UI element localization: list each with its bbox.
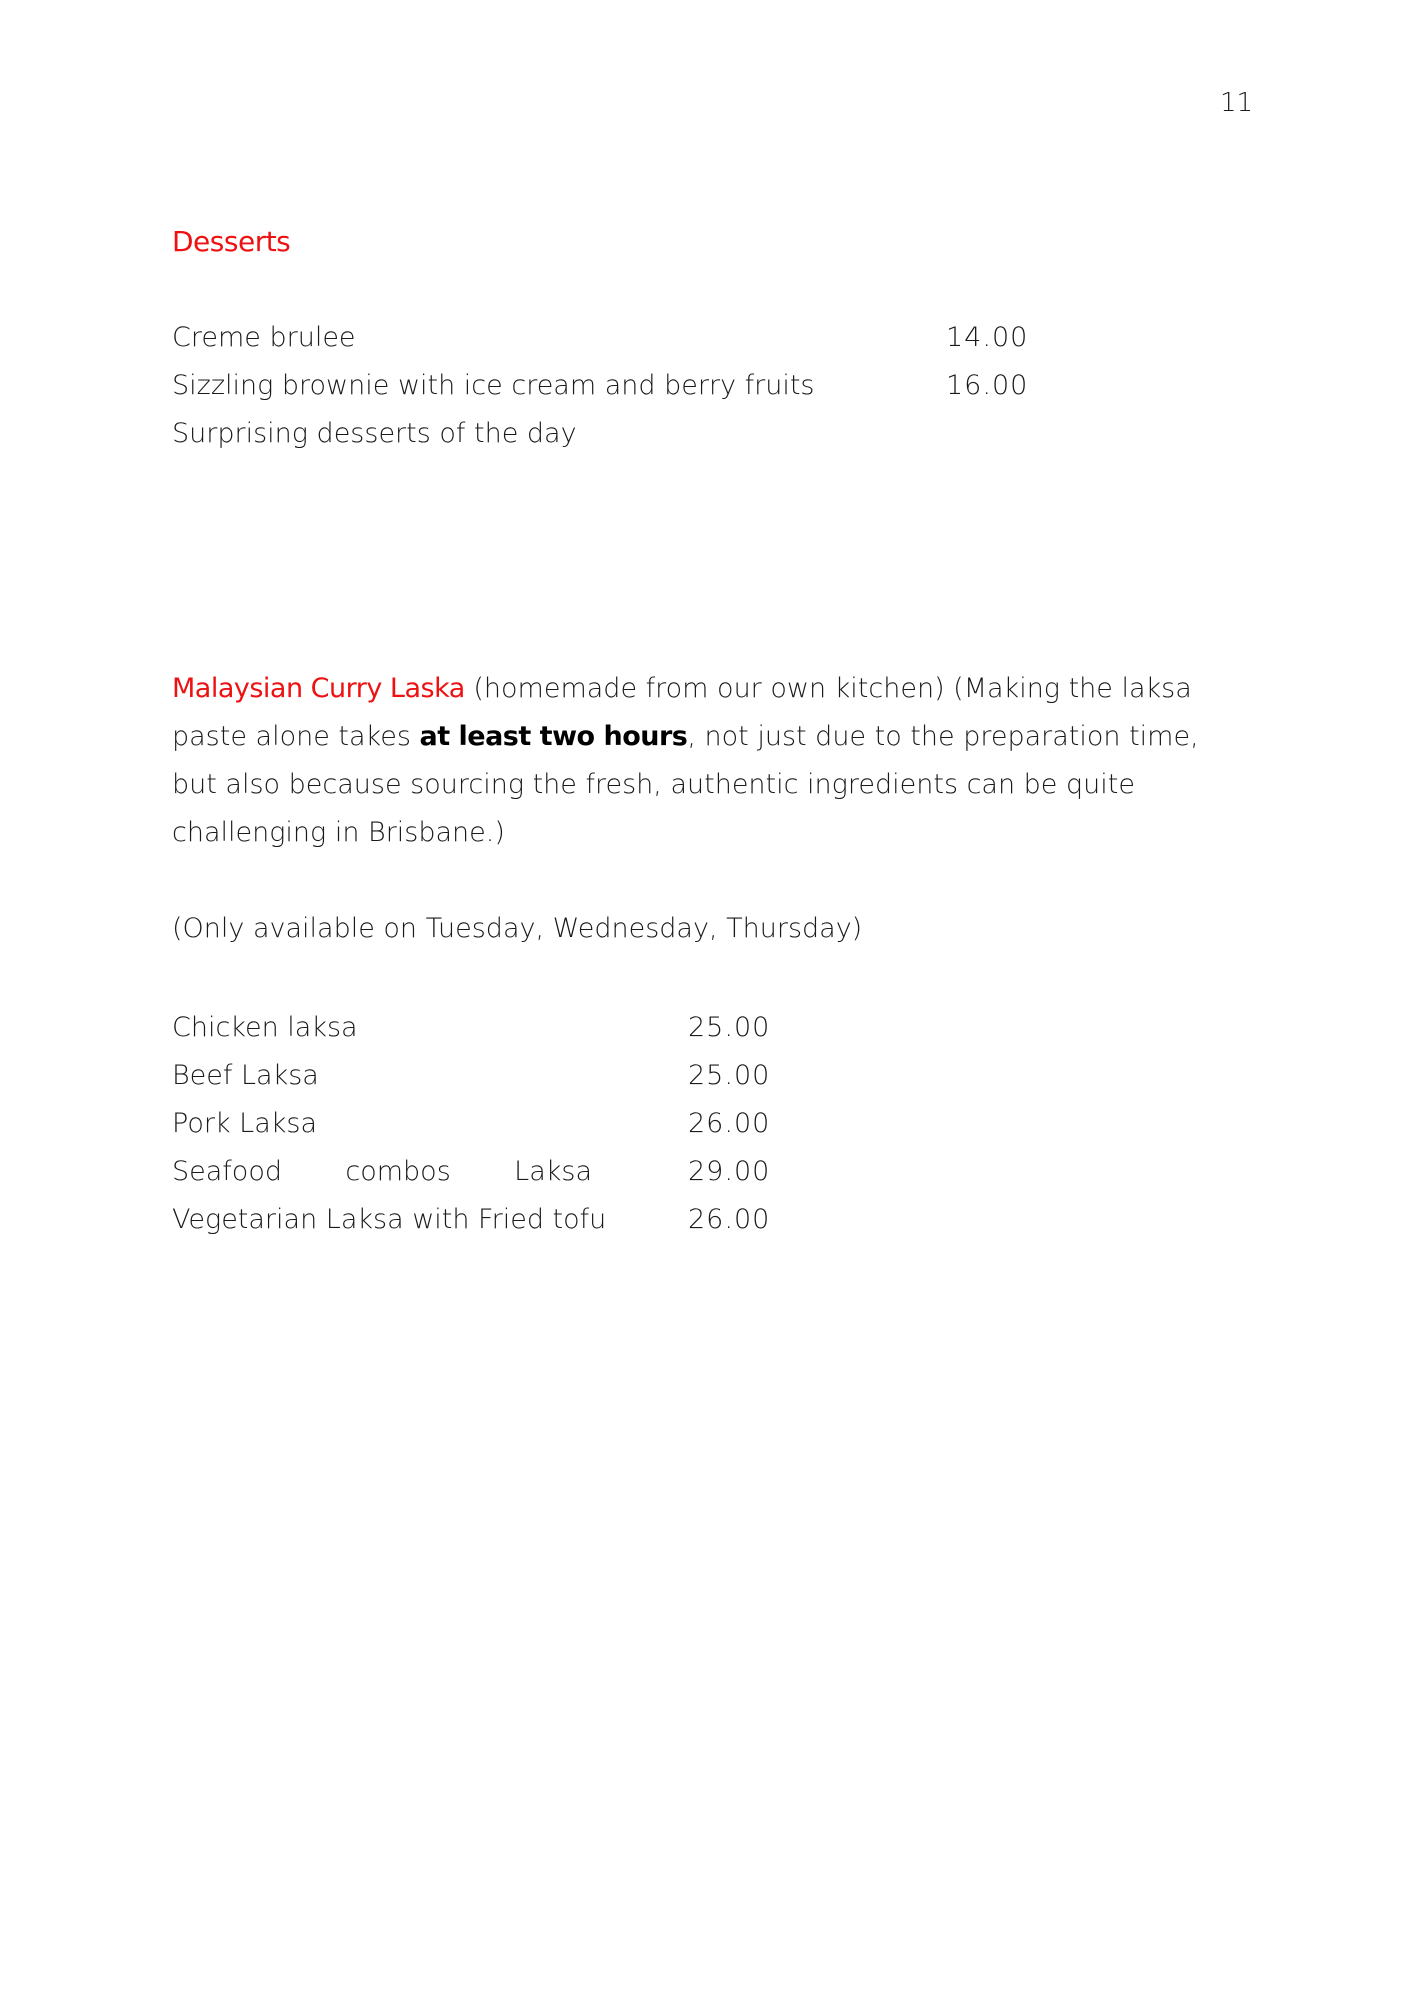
laksa-item-name: Pork Laksa (172, 1108, 317, 1139)
laksa-intro (172, 665, 1252, 857)
laksa-item-name: Beef Laksa (172, 1060, 319, 1091)
laksa-intro-text: (homemade from our own kitchen) (Making the laksa paste alone takes (172, 673, 1192, 752)
laksa-item-price: 25.00 (688, 1012, 771, 1043)
laksa-intro-emphasis: at least two hours (419, 721, 688, 752)
laksa-item-name-word: Laksa (514, 1156, 592, 1187)
dessert-item-name: Sizzling brownie with ice cream and berry fruits (172, 370, 815, 401)
laksa-item-price: 25.00 (688, 1060, 771, 1091)
laksa-item-name (172, 1156, 592, 1187)
laksa-title: Malaysian Curry Laska (172, 673, 465, 704)
laksa-intro-text: , not just due to the preparation time, but also because sourcing the fresh, authentic ingredients can be quite challenging in Brisbane.) (172, 721, 1199, 848)
laksa-item-name: Chicken laksa (172, 1012, 358, 1043)
dessert-item-name: Creme brulee (172, 322, 356, 353)
laksa-item-name-word: Seafood (172, 1156, 282, 1187)
dessert-item-name: Surprising desserts of the day (172, 418, 577, 449)
page-number: 11 (1220, 88, 1254, 118)
laksa-item-name-word: combos (345, 1156, 451, 1187)
dessert-item-price: 14.00 (946, 322, 1029, 353)
laksa-availability: (Only available on Tuesday, Wednesday, Thursday) (172, 913, 863, 944)
laksa-item-name: Vegetarian Laksa with Fried tofu (172, 1204, 607, 1235)
dessert-item-price: 16.00 (946, 370, 1029, 401)
laksa-item-price: 26.00 (688, 1204, 771, 1235)
desserts-heading: Desserts (172, 225, 291, 258)
laksa-item-price: 26.00 (688, 1108, 771, 1139)
laksa-item-price: 29.00 (688, 1156, 771, 1187)
